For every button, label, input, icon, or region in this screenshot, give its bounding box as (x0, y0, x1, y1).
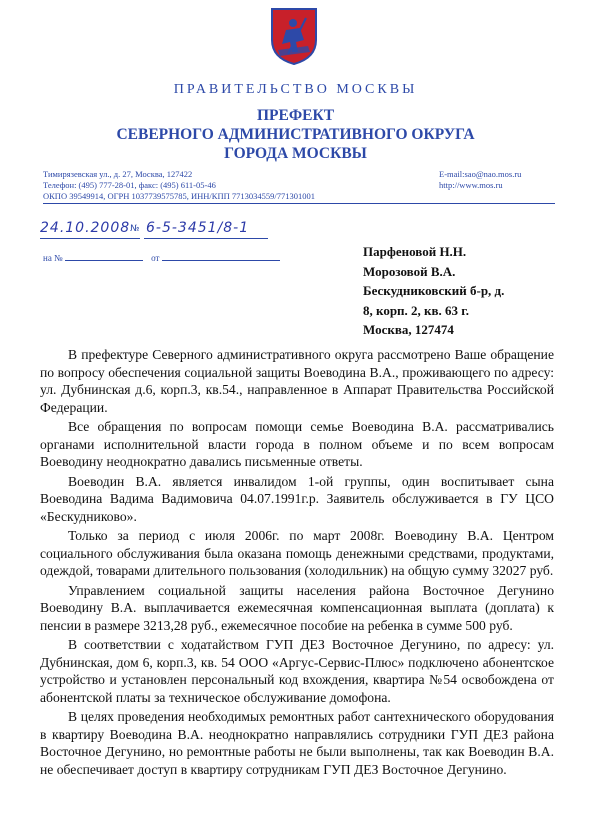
prefect-title: ПРЕФЕКТ (256, 107, 335, 124)
postal-address: Тимирязевская ул., д. 27, Москва, 127422 (43, 169, 193, 179)
letter-body (40, 346, 554, 780)
website-link[interactable]: http://www.mos.ru (439, 180, 503, 190)
reference-date-line (162, 252, 280, 261)
government-title: ПРАВИТЕЛЬСТВО МОСКВЫ (173, 82, 418, 97)
addressee-line: Москва, 127474 (363, 322, 454, 337)
letterhead-web-contacts (439, 169, 521, 191)
moscow-coat-of-arms-icon (268, 6, 320, 66)
letterhead-contacts (43, 169, 315, 202)
addressee-line: 8, корп. 2, кв. 63 г. (363, 302, 469, 318)
addressee-line: Парфеновой Н.Н. (363, 244, 467, 259)
number-line (144, 238, 268, 239)
body-paragraph: Управлением социальной защиты населения района Восточное Дегунино Воеводину В.А. выплачивается ежемесячная компенсационная выплата (доплата) к пенсии в размере 3213,28 руб., ежемесячное пособие на ребенка в сумме 500 руб. (40, 582, 554, 633)
reference-number-line (65, 252, 143, 261)
number-prefix: № (130, 224, 140, 234)
registry-codes: ОКПО 39549914, ОГРН 1037739575785, ИНН/КПП 7713034559/771301001 (43, 191, 315, 201)
body-paragraph: Все обращения по вопросам помощи семье Воеводина В.А. рассматривались органами исполнительной власти города в полном объеме и по всем вопросам Воеводину неоднократно давались письменные ответы. (40, 419, 554, 469)
body-paragraph: В соответствии с ходатайством ГУП ДЕЗ Восточное Дегунино, по адресу: ул. Дубнинская, дом 6, корп.3, кв. 54 ООО «Аргус-Сервис-Плюс» подключено абонентское устройство и установлен персональный код вхождения, квартира №54 освобождена от абонентской платы за техническое обслуживание домофона. (40, 637, 554, 705)
handwritten-number: 6-5-3451/8-1 (146, 220, 250, 236)
addressee-line: Бескудниковский б-р, д. (363, 283, 505, 298)
addressee-line: Морозовой В.А. (363, 263, 456, 279)
phone-fax: Телефон: (495) 777-28-01, факс: (495) 611-05-46 (43, 180, 216, 190)
reference-from-label: от (151, 253, 160, 263)
header-divider (43, 203, 555, 204)
city-title: ГОРОДА МОСКВЫ (224, 145, 367, 162)
reference-on-label: на № (43, 253, 63, 263)
body-paragraph: В целях проведения необходимых ремонтных работ сантехнического оборудования в квартиру Воеводина В.А. неоднократно направлялись сотрудники ГУП ДЕЗ района Восточное Дегунино, но ремонтные работы не были выполнены, так как Воеводин В.А. не обеспечивает доступ в квартиру сотрудникам ГУП ДЕЗ Восточное Дегунино. (40, 709, 554, 777)
district-title: СЕВЕРНОГО АДМИНИСТРАТИВНОГО ОКРУГА (116, 126, 475, 143)
addressee-block (363, 242, 563, 340)
body-paragraph: В префектуре Северного административного округа рассмотрено Ваше обращение по вопросу обеспечения социальной защиты Воеводина В.А., проживающего по адресу: ул. Дубнинская д.6, корп.3, кв.54., направленное в Аппарат Правительства Российской Федерации. (40, 347, 554, 415)
handwritten-date: 24.10.2008 (40, 220, 131, 236)
reference-line (43, 252, 280, 263)
date-line (40, 238, 140, 239)
email-link[interactable]: E-mail:sao@nao.mos.ru (439, 169, 522, 179)
body-paragraph: Только за период с июля 2006г. по март 2008г. Воеводину В.А. Центром социального обслуживания была оказана помощь денежными средствами, продуктами, одеждой, товарами длительного пользования (холодильник) на общую сумму 32027 руб. (40, 528, 554, 578)
body-paragraph: Воеводин В.А. является инвалидом 1-ой группы, один воспитывает сына Воеводина Вадима Вадимовича 04.07.1991г.р. Заявитель обслуживается в ГУ ЦСО «Бескудниково». (40, 473, 554, 524)
